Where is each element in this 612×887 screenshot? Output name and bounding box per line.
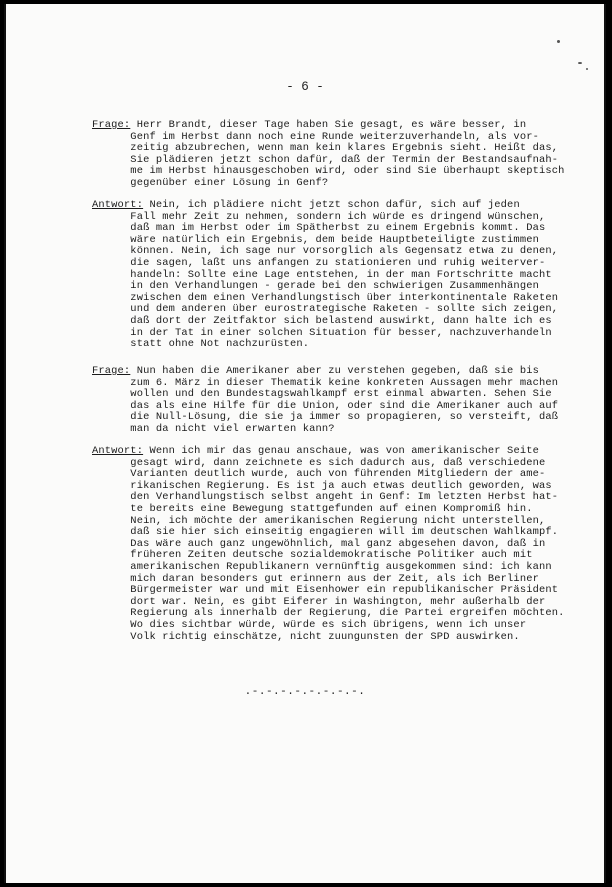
answer-1-line-3: daß man im Herbst oder im Spätherbst zu einem Ergebnis kommt. Das — [92, 222, 546, 235]
answer-2-line-11: amerikanischen Republikanern vernünftig ausgekommen sind: ich kann — [92, 560, 552, 573]
question-label: Frage: — [92, 119, 131, 131]
answer-1-line-11: daß dort der Zeitfaktor sich belastend auswirkt, dann halte ich es — [92, 314, 552, 327]
answer-2-line-14: dort war. Nein, es gibt Eiferer in Washington, mehr außerhalb der — [92, 595, 546, 608]
scan-speck — [578, 62, 582, 64]
text-run: Herr Brandt, dieser Tage haben Sie gesagt, es wäre besser, in — [130, 119, 527, 131]
scan-speck — [557, 40, 560, 43]
scan-border-left — [4, 4, 6, 883]
answer-2-line-5: den Verhandlungstisch selbst angeht in Genf: Im letzten Herbst hat- — [92, 491, 559, 504]
answer-2-line-2: gesagt wird, dann zeichnete es sich dadurch aus, daß verschiedene — [92, 456, 546, 469]
question-label: Frage: — [92, 365, 131, 377]
answer-1-line-8: in den Verhandlungen - gerade bei den schwierigen Zusammenhängen — [92, 280, 539, 293]
answer-2-line-17: Volk richtig einschätze, nicht zuungunsten der SPD auswirken. — [92, 630, 520, 643]
answer-2-line-16: Wo dies sichtbar würde, würde es sich übrigens, wenn ich unser — [92, 618, 527, 631]
answer-label: Antwort: — [92, 199, 144, 211]
answer-1-line-2: Fall mehr Zeit zu nehmen, sondern ich würde es dringend wünschen, — [92, 210, 546, 223]
answer-1-line-10: und dem anderen über eurostrategische Raketen - sollte sich zeigen, — [92, 303, 559, 316]
answer-2-line-4: rikanischen Regierung. Es ist ja auch etwas deutlich geworden, was — [92, 479, 552, 492]
answer-2-line-12: mich daran besonders gut erinnern aus der Zeit, als ich Berliner — [92, 572, 539, 585]
question-1-line-6: gegenüber einer Lösung in Genf? — [92, 176, 329, 189]
answer-2-line-10: früheren Zeiten deutsche sozialdemokratische Politiker auch mit — [92, 549, 533, 562]
question-2-line-2: zum 6. März in dieser Thematik keine konkreten Aussagen mehr machen — [92, 376, 559, 389]
scan-border-right — [604, 4, 606, 883]
answer-2-line-13: Bürgermeister war und mit Eisenhower ein republikanischer Präsident — [92, 584, 559, 597]
answer-label: Antwort: — [92, 445, 144, 457]
answer-2-line-7: Nein, ich möchte der amerikanischen Regierung nicht unterstellen, — [92, 514, 546, 527]
answer-1-line-13: statt ohne Not nachzurüsten. — [92, 338, 310, 351]
end-separator: .-.-.-.-.-.-.-.-. — [244, 686, 366, 698]
answer-1-line-7: handeln: Sollte eine Lage entstehen, in der man Fortschritte macht — [92, 268, 552, 281]
answer-1-line-5: können. Nein, ich sage nur vorsorglich als Gegensatz etwa zu denen, — [92, 245, 559, 258]
scan-speck — [586, 68, 588, 70]
question-2-line-1 — [92, 366, 592, 378]
text-run: Wenn ich mir das genau anschaue, was von amerikanischer Seite — [143, 445, 539, 457]
question-1-line-4: Sie plädieren jetzt schon dafür, daß der Termin der Bestandsaufnah- — [92, 153, 559, 166]
question-2 — [92, 366, 592, 436]
answer-2-line-15: Regierung als innerhalb der Regierung, die Partei ergreifen möchten. — [92, 607, 565, 620]
answer-2-line-9: Das wäre auch ganz ungewöhnlich, mal ganz abgesehen davon, daß in — [92, 537, 546, 550]
answer-2-line-8: daß sie hier sich einseitig engagieren will im deutschen Wahlkampf. — [92, 526, 559, 539]
answer-1-line-1 — [92, 200, 592, 212]
answer-2 — [92, 446, 592, 643]
answer-2-line-3: Varianten deutlich wurde, auch von führenden Mitgliedern der ame- — [92, 468, 546, 481]
question-1-line-5: me im Herbst hinausgeschoben wird, oder sind Sie überhaupt skeptisch — [92, 165, 565, 178]
answer-2-line-6: te bereits eine Bewegung stattgefunden auf einen Kompromiß hin. — [92, 502, 533, 515]
question-1-line-3: zeitig abzubrechen, wenn man kein klares Ergebnis sieht. Heißt das, — [92, 142, 559, 155]
question-2-line-6: man da nicht viel erwarten kann? — [92, 422, 335, 435]
answer-1-line-4: wäre natürlich ein Ergebnis, dem beide Hauptbeteiligte zustimmen — [92, 233, 539, 246]
text-run: Nein, ich plädiere nicht jetzt schon dafür, sich auf jeden — [143, 199, 520, 211]
question-1-line-2: Genf im Herbst dann noch eine Runde weiterzuverhandeln, als vor- — [92, 130, 539, 143]
question-1-line-1 — [92, 120, 592, 132]
answer-1-line-6: die sagen, laßt uns anfangen zu stationieren und ruhig weiterver- — [92, 256, 546, 269]
question-2-line-5: die Null-Lösung, die sie ja immer so propagieren, so versteift, daß — [92, 411, 559, 424]
document-page — [4, 4, 606, 883]
page-number: - 6 - — [286, 80, 324, 94]
answer-1-line-12: in der Tat in einer solchen Situation für besser, nachzuverhandeln — [92, 326, 552, 339]
question-2-line-3: wollen und den Bundestagswahlkampf erst einmal abwarten. Sehen Sie — [92, 388, 552, 401]
answer-1 — [92, 200, 592, 351]
text-run: Nun haben die Amerikaner aber zu verstehen gegeben, daß sie bis — [130, 365, 539, 377]
answer-2-line-1 — [92, 446, 592, 458]
answer-1-line-9: zwischen dem einen Verhandlungstisch über interkontinentale Raketen — [92, 291, 559, 304]
question-2-line-4: das als eine Hilfe für die Union, oder sind die Amerikaner auch auf — [92, 399, 559, 412]
question-1 — [92, 120, 592, 190]
